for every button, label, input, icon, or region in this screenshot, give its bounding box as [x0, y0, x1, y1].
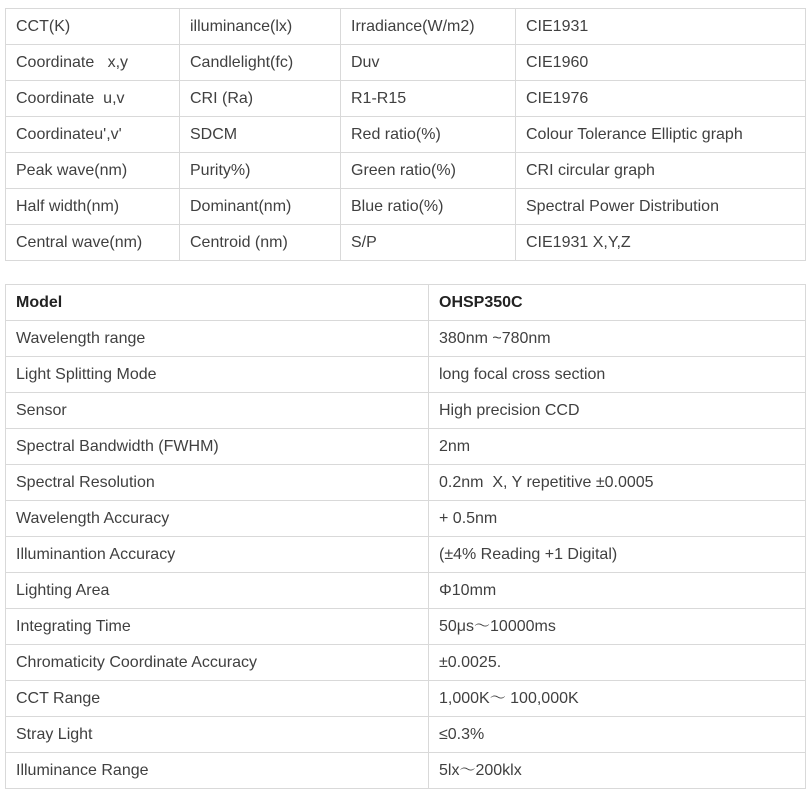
- table-cell: CRI (Ra): [180, 81, 341, 117]
- spec-value: 5lx～200klx: [429, 753, 806, 789]
- spec-label: Lighting Area: [6, 573, 429, 609]
- spec-value: 2nm: [429, 429, 806, 465]
- table-cell: CCT(K): [6, 9, 180, 45]
- table-cell: Half width(nm): [6, 189, 180, 225]
- spec-value: (±4% Reading +1 Digital): [429, 537, 806, 573]
- table-row: [6, 573, 806, 609]
- table-row: [6, 357, 806, 393]
- table-cell: Dominant(nm): [180, 189, 341, 225]
- spec-value: 50μs～10000ms: [429, 609, 806, 645]
- table-header-row: [6, 285, 806, 321]
- spec-label: Spectral Resolution: [6, 465, 429, 501]
- spec-value: + 0.5nm: [429, 501, 806, 537]
- table-row: [6, 537, 806, 573]
- spec-value: High precision CCD: [429, 393, 806, 429]
- table-cell: Coordinate u,v: [6, 81, 180, 117]
- table-cell: Central wave(nm): [6, 225, 180, 261]
- table-row: [6, 117, 806, 153]
- table-cell: Green ratio(%): [341, 153, 516, 189]
- spec-label: Sensor: [6, 393, 429, 429]
- table-cell: CIE1931 X,Y,Z: [516, 225, 806, 261]
- specifications-table: [5, 284, 806, 789]
- spec-label: Spectral Bandwidth (FWHM): [6, 429, 429, 465]
- table-row: [6, 645, 806, 681]
- table-cell: Coordinate x,y: [6, 45, 180, 81]
- table-row: [6, 609, 806, 645]
- spec-value: 1,000K～ 100,000K: [429, 681, 806, 717]
- table-cell: CIE1931: [516, 9, 806, 45]
- table-cell: Spectral Power Distribution: [516, 189, 806, 225]
- table-row: [6, 393, 806, 429]
- table-row: [6, 9, 806, 45]
- table-cell: Centroid (nm): [180, 225, 341, 261]
- table-row: [6, 189, 806, 225]
- table-row: [6, 45, 806, 81]
- spec-label: Chromaticity Coordinate Accuracy: [6, 645, 429, 681]
- table-row: [6, 753, 806, 789]
- table-row: [6, 465, 806, 501]
- table-row: [6, 717, 806, 753]
- table-cell: Purity%): [180, 153, 341, 189]
- table-cell: CIE1976: [516, 81, 806, 117]
- spec-label: CCT Range: [6, 681, 429, 717]
- table-row: [6, 225, 806, 261]
- table-cell: S/P: [341, 225, 516, 261]
- table-cell: illuminance(lx): [180, 9, 341, 45]
- spec-label: Wavelength range: [6, 321, 429, 357]
- table-cell: Blue ratio(%): [341, 189, 516, 225]
- spec-value: ±0.0025.: [429, 645, 806, 681]
- spec-label: Illuminance Range: [6, 753, 429, 789]
- table-cell: Red ratio(%): [341, 117, 516, 153]
- table-cell: Colour Tolerance Elliptic graph: [516, 117, 806, 153]
- spec-value: Φ10mm: [429, 573, 806, 609]
- spec-value: 0.2nm X, Y repetitive ±0.0005: [429, 465, 806, 501]
- spec-header-label: Model: [6, 285, 429, 321]
- spec-value: long focal cross section: [429, 357, 806, 393]
- table-cell: Irradiance(W/m2): [341, 9, 516, 45]
- table-row: [6, 153, 806, 189]
- table-cell: CIE1960: [516, 45, 806, 81]
- spec-label: Stray Light: [6, 717, 429, 753]
- table-cell: Candlelight(fc): [180, 45, 341, 81]
- table-row: [6, 681, 806, 717]
- table-row: [6, 501, 806, 537]
- spec-value: 380nm ~780nm: [429, 321, 806, 357]
- table-row: [6, 321, 806, 357]
- table-cell: Coordinateu',v': [6, 117, 180, 153]
- spec-value: ≤0.3%: [429, 717, 806, 753]
- spec-label: Integrating Time: [6, 609, 429, 645]
- table-cell: Duv: [341, 45, 516, 81]
- table-row: [6, 81, 806, 117]
- table-row: [6, 429, 806, 465]
- table-cell: Peak wave(nm): [6, 153, 180, 189]
- table-cell: CRI circular graph: [516, 153, 806, 189]
- table-cell: R1-R15: [341, 81, 516, 117]
- spec-label: Illuminantion Accuracy: [6, 537, 429, 573]
- spec-label: Wavelength Accuracy: [6, 501, 429, 537]
- table-cell: SDCM: [180, 117, 341, 153]
- measurement-parameters-table: [5, 8, 806, 261]
- spec-header-value: OHSP350C: [429, 285, 806, 321]
- spec-label: Light Splitting Mode: [6, 357, 429, 393]
